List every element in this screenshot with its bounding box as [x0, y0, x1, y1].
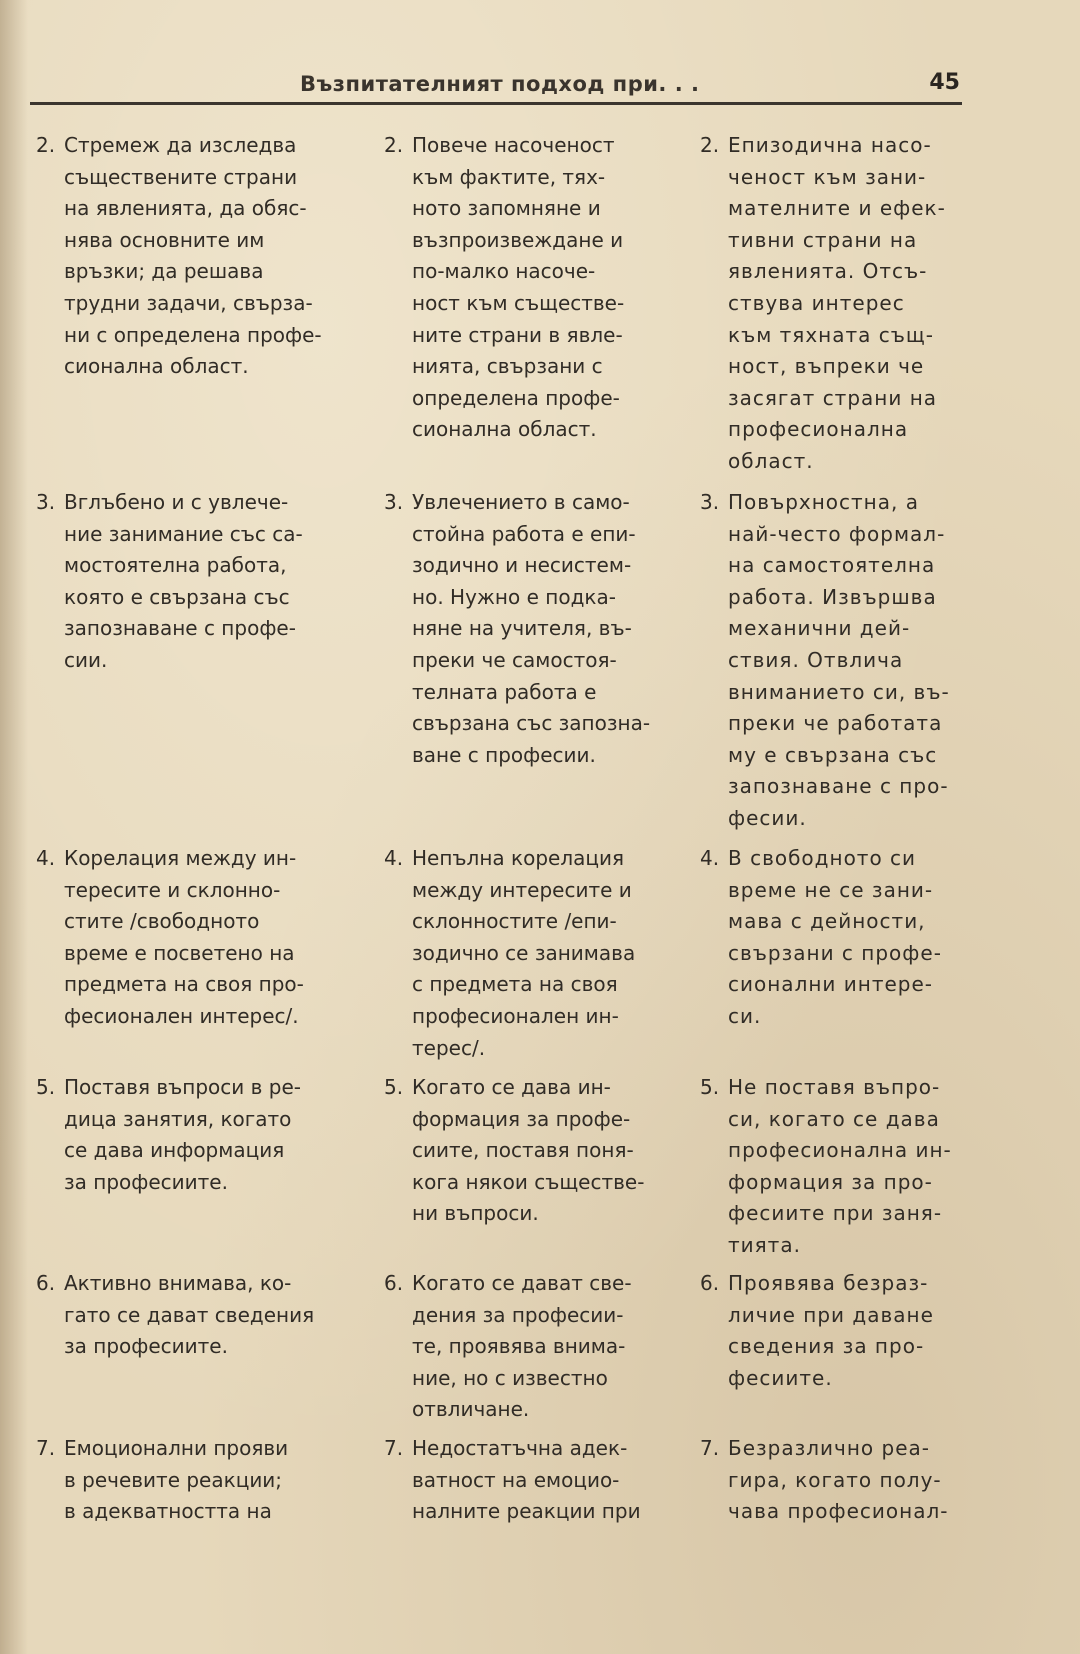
item-number: 3. — [700, 490, 720, 514]
item-number: 4. — [36, 846, 56, 870]
table-cell — [384, 1268, 714, 1426]
item-number: 4. — [700, 846, 720, 870]
item-number: 2. — [384, 133, 404, 157]
running-head: Възпитателният подход при. . . — [300, 72, 700, 96]
item-number: 5. — [36, 1075, 56, 1099]
table-cell — [36, 843, 366, 1033]
item-text: Епизодична насо- ченост към зани- мателните и ефек- тивни страни на явленията. Отсъ- ствува интерес към тяхната същ- ност, въпреки че засягат страни на професионална област. — [728, 133, 946, 473]
page-header — [30, 66, 962, 106]
table-cell — [700, 130, 1000, 478]
table-cell — [36, 130, 366, 383]
item-text: Не поставя въпро- си, когато се дава професионална ин- формация за про- фесиите при заня- тията. — [728, 1075, 952, 1257]
table-cell — [384, 843, 714, 1064]
item-text: Повече насоченост към фактите, тях- ното запомняне и възпроизвеждане и по-малко насоче- ност към съществе- ните страни в явле- нията, свързани с определена профе- сионална област. — [412, 133, 625, 442]
item-number: 5. — [700, 1075, 720, 1099]
item-text: Вглъбено и с увлече- ние занимание със са- мостоятелна работа, която е свързана със запознаване с профе- сии. — [64, 490, 303, 672]
item-number: 2. — [700, 133, 720, 157]
table-cell — [36, 1072, 366, 1198]
item-text: Когато се дава ин- формация за профе- сиите, поставя поня- кога някои съществе- ни въпроси. — [412, 1075, 645, 1226]
item-text: Емоционални прояви в речевите реакции; в адекватността на — [64, 1436, 289, 1524]
item-number: 6. — [384, 1271, 404, 1295]
item-number: 4. — [384, 846, 404, 870]
item-text: Поставя въпроси в ре- дица занятия, когато се дава информация за професиите. — [64, 1075, 301, 1194]
table-cell — [36, 1268, 366, 1363]
table-cell — [384, 487, 714, 771]
item-number: 5. — [384, 1075, 404, 1099]
item-text: Стремеж да изследва съществените страни на явленията, да обяс- нява основните им връзки; да решава трудни задачи, свърза- ни с определена профе- сионална област. — [64, 133, 322, 379]
page-binding-shadow — [0, 0, 28, 1654]
item-text: Недостатъчна адек- ватност на емоцио- налните реакции при — [412, 1436, 641, 1524]
item-number: 7. — [700, 1436, 720, 1460]
page-number: 45 — [929, 70, 960, 95]
item-number: 6. — [36, 1271, 56, 1295]
item-number: 2. — [36, 133, 56, 157]
item-number: 7. — [36, 1436, 56, 1460]
item-number: 6. — [700, 1271, 720, 1295]
table-cell — [700, 843, 1000, 1033]
table-cell — [700, 487, 1000, 835]
table-cell — [700, 1268, 1000, 1394]
table-cell — [384, 1433, 714, 1528]
table-cell — [700, 1072, 1000, 1262]
item-text: Повърхностна, а най-често формал- на самостоятелна работа. Извършва механични дей- ствия. Отвлича вниманието си, въ- преки че работата му е свързана със запознаване с про- фесии. — [728, 490, 950, 830]
table-cell — [36, 1433, 366, 1528]
item-number: 3. — [384, 490, 404, 514]
table-cell — [700, 1433, 1000, 1528]
item-text: Проявява безраз- личие при даване сведения за про- фесиите. — [728, 1271, 934, 1390]
item-number: 7. — [384, 1436, 404, 1460]
item-text: Активно внимава, ко- гато се дават сведения за професиите. — [64, 1271, 315, 1359]
table-cell — [384, 1072, 714, 1230]
header-rule — [30, 102, 962, 105]
item-text: В свободното си време не се зани- мава с дейности, свързани с профе- сионални интере- си. — [728, 846, 942, 1028]
item-text: Увлечението в само- стойна работа е епи- зодично и несистем- но. Нужно е подка- няне на учителя, въ- преки че самостоя- телната работа е свързана със запозна- ване с професии. — [412, 490, 651, 767]
table-cell — [384, 130, 714, 446]
item-text: Непълна корелация между интересите и склонностите /епи- зодично се занимава с предмета на своя професионален ин- терес/. — [412, 846, 636, 1060]
item-text: Корелация между ин- тересите и склонно- стите /свободното време е посветено на предмета на своя про- фесионален интерес/. — [64, 846, 304, 1028]
table-cell — [36, 487, 366, 677]
item-text: Безразлично реа- гира, когато полу- чава професионал- — [728, 1436, 949, 1524]
item-number: 3. — [36, 490, 56, 514]
item-text: Когато се дават све- дения за професии- те, проявява внима- ние, но с известно отвличане. — [412, 1271, 632, 1422]
